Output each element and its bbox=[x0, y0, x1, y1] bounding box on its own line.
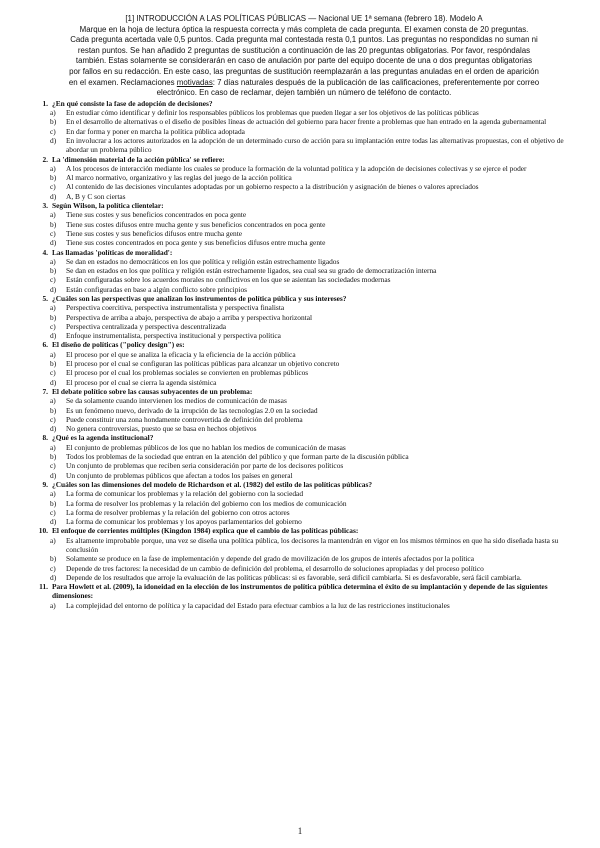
option-letter: a) bbox=[50, 489, 56, 499]
option-letter: d) bbox=[50, 572, 57, 582]
option-text: Un conjunto de problemas que reciben seria consideración por parte de los decisores políticos bbox=[66, 461, 344, 471]
option-letter: a) bbox=[50, 256, 56, 266]
header-title-line: [1] INTRODUCCIÓN A LAS POLÍTICAS PÚBLICAS — Nacional UE 1ª semana (febrero 18). Modelo A bbox=[125, 14, 483, 23]
option-letter: c) bbox=[50, 563, 56, 573]
header-instructions-line: por fallos en su redacción. En este caso, las preguntas de sustitución reemplazarán a las preguntas anuladas en el orden de aparición bbox=[69, 66, 539, 76]
question-number: 7. bbox=[42, 386, 48, 396]
question-number: 4. bbox=[42, 247, 48, 257]
answer-option bbox=[50, 266, 578, 275]
question-block bbox=[30, 248, 578, 294]
question-stem bbox=[30, 433, 578, 442]
option-text: A, B y C son ciertas bbox=[66, 191, 126, 201]
answer-option bbox=[50, 471, 578, 480]
answer-option bbox=[50, 368, 578, 377]
option-letter: a) bbox=[50, 442, 56, 452]
answer-option bbox=[50, 424, 578, 433]
option-letter: c) bbox=[50, 182, 56, 192]
option-letter: b) bbox=[50, 173, 57, 183]
option-letter: a) bbox=[50, 535, 56, 545]
question-stem bbox=[30, 248, 578, 257]
option-text: Perspectiva centralizada y perspectiva descentralizada bbox=[66, 321, 227, 331]
answer-option bbox=[50, 452, 578, 461]
question-stem bbox=[30, 340, 578, 349]
option-text: Están configuradas en base a algún conflicto sobre principios bbox=[66, 284, 248, 294]
option-letter: a) bbox=[50, 303, 56, 313]
header-instructions-line: en el examen. Reclamaciones motivadas: 7 días naturales después de la publicación de las calificaciones, preferentemente por correo bbox=[68, 77, 540, 87]
option-text: Se dan en estados en los que política y religión están estrechamente ligados, sea cual sea su grado de democratización interna bbox=[66, 266, 437, 276]
option-letter: d) bbox=[50, 191, 57, 201]
option-text: El conjunto de problemas públicos de los que no hablan los medios de comunicación de masas bbox=[66, 442, 346, 452]
question-text: El debate político sobre las causas subyacentes de un problema: bbox=[52, 386, 253, 396]
option-letter: b) bbox=[50, 498, 57, 508]
question-block bbox=[30, 99, 578, 155]
question-block bbox=[30, 433, 578, 479]
answer-option bbox=[50, 192, 578, 201]
answer-option bbox=[50, 173, 578, 182]
option-text: En involucrar a los actores autorizados en la adopción de un determinado curso de acción para su implantación entre todas las alternativas propuestas, con el objetivo de abordar un problema público bbox=[66, 135, 564, 155]
option-letter: a) bbox=[50, 349, 56, 359]
option-text: En dar forma y poner en marcha la política pública adoptada bbox=[66, 126, 245, 136]
option-text: Tiene sus costes difusos entre mucha gente y sus beneficios concentrados en poca gente bbox=[66, 219, 326, 229]
option-letter: d) bbox=[50, 284, 57, 294]
question-list bbox=[30, 99, 578, 610]
question-text: El enfoque de corrientes múltiples (Kingdon 1984) explica que el cambio de las políticas públicas: bbox=[52, 526, 359, 536]
answer-option bbox=[50, 396, 578, 405]
option-text: El proceso por el cual se configuran las políticas públicas para alcanzar un objetivo concreto bbox=[66, 359, 340, 369]
option-text: El proceso por el cual los problemas sociales se convierten en problemas públicos bbox=[66, 368, 309, 378]
option-letter: a) bbox=[50, 163, 56, 173]
question-stem bbox=[30, 201, 578, 210]
answer-option bbox=[50, 136, 578, 155]
option-text: En estudiar cómo identificar y definir los responsables públicos los problemas que pueden llegar a ser los objetivos de las políticas públicas bbox=[66, 108, 479, 118]
question-stem bbox=[30, 294, 578, 303]
question-text: La 'dimensión material de la acción pública' se refiere: bbox=[52, 154, 225, 164]
question-stem bbox=[30, 155, 578, 164]
question-text: El diseño de políticas ("policy design") es: bbox=[52, 340, 185, 350]
answer-option bbox=[50, 285, 578, 294]
option-letter: d) bbox=[50, 517, 57, 527]
answer-option bbox=[50, 415, 578, 424]
question-text: ¿Cuáles son las dimensiones del modelo de Richardson et al. (1982) del estilo de las políticas públicas? bbox=[52, 479, 373, 489]
answer-option bbox=[50, 536, 578, 555]
option-text: Solamente se produce en la fase de implementación y depende del grado de movilización de los grupos de interés afectados por la política bbox=[66, 554, 474, 564]
option-letter: d) bbox=[50, 424, 57, 434]
question-block bbox=[30, 526, 578, 582]
option-text: La forma de resolver los problemas y la relación del gobierno con los medios de comunicación bbox=[66, 498, 347, 508]
question-number: 6. bbox=[42, 340, 48, 350]
header-instructions-line: Cada pregunta acertada vale 0,5 puntos. Cada pregunta mal contestada resta 0,1 puntos. Las preguntas no respondidas no suman ni bbox=[70, 35, 538, 45]
option-text: Tiene sus costes concentrados en poca gente y sus beneficios difusos entre mucha gente bbox=[66, 238, 326, 248]
question-stem bbox=[30, 99, 578, 108]
question-text: ¿En qué consiste la fase de adopción de decisiones? bbox=[52, 98, 213, 108]
answer-option bbox=[50, 508, 578, 517]
option-letter: d) bbox=[50, 135, 57, 145]
option-text: Tiene sus costes y sus beneficios difusos entre mucha gente bbox=[66, 228, 243, 238]
answer-option bbox=[50, 220, 578, 229]
option-text: No genera controversias, puesto que se basa en hechos objetivos bbox=[66, 424, 257, 434]
answer-option bbox=[50, 499, 578, 508]
answer-option bbox=[50, 331, 578, 340]
option-letter: b) bbox=[50, 312, 57, 322]
question-number: 1. bbox=[42, 98, 48, 108]
question-number: 9. bbox=[42, 479, 48, 489]
option-text: En el desarrollo de alternativas o el diseño de posibles líneas de actuación del gobierno para hacer frente a problemas que han entrado en la agenda gubernamental bbox=[66, 117, 547, 127]
option-text: Todos los problemas de la sociedad que entran en la atención del público y que forman parte de la discusión pública bbox=[66, 452, 409, 462]
option-text: Depende de tres factores: la necesidad de un cambio de definición del problema, el desarrollo de soluciones apropiadas y del proceso político bbox=[66, 563, 484, 573]
question-block bbox=[30, 340, 578, 386]
question-block bbox=[30, 387, 578, 433]
option-letter: d) bbox=[50, 377, 57, 387]
answer-option bbox=[50, 517, 578, 526]
option-text: Es un fenómeno nuevo, derivado de la irrupción de las tecnologías 2.0 en la sociedad bbox=[66, 405, 318, 415]
question-text: Las llamadas 'políticas de moralidad': bbox=[52, 247, 173, 257]
option-text: Al marco normativo, organizativo y las reglas del juego de la acción política bbox=[66, 173, 292, 183]
question-stem bbox=[30, 480, 578, 489]
answer-option bbox=[50, 117, 578, 126]
answer-option bbox=[50, 322, 578, 331]
question-text: Para Howlett et al. (2009), la idoneidad en la elección de los instrumentos de política pública determina el éxito de su implantación y depende de las siguientes dimensiones: bbox=[52, 582, 548, 601]
option-letter: b) bbox=[50, 266, 57, 276]
question-number: 2. bbox=[42, 154, 48, 164]
answer-option bbox=[50, 359, 578, 368]
page-number: 1 bbox=[297, 826, 303, 836]
option-letter: d) bbox=[50, 238, 57, 248]
underlined-word: motivadas bbox=[176, 77, 213, 87]
option-text: Depende de los resultados que arroje la evaluación de las políticas públicas: si es favorable, será difícil cambiarla. Si es desfavorable, será fácil cambiarla. bbox=[66, 572, 522, 582]
answer-option bbox=[50, 238, 578, 247]
option-text: Al contenido de las decisiones vinculantes adoptadas por un gobierno respecto a la distribución y asignación de bienes o valores apreciados bbox=[66, 182, 479, 192]
option-text: La complejidad del entorno de política y la capacidad del Estado para efectuar cambios a la luz de las restricciones institucionales bbox=[66, 600, 450, 610]
header-instructions-line: electrónico. En caso de reclamar, dejen también un número de teléfono de contacto. bbox=[156, 88, 452, 98]
option-text: La forma de comunicar los problemas y los apoyos parlamentarios del gobierno bbox=[66, 517, 302, 527]
option-text: Se dan en estados no democráticos en los que política y religión están estrechamente ligados bbox=[66, 256, 340, 266]
option-text: El proceso por el cual se cierra la agenda sistémica bbox=[66, 377, 217, 387]
question-number: 11. bbox=[39, 582, 48, 592]
answer-option bbox=[50, 275, 578, 284]
question-number: 3. bbox=[42, 201, 48, 211]
question-text: ¿Qué es la agenda institucional? bbox=[52, 433, 154, 443]
answer-option bbox=[50, 257, 578, 266]
answer-option bbox=[50, 378, 578, 387]
option-letter: c) bbox=[50, 461, 56, 471]
exam-header bbox=[30, 14, 578, 99]
option-letter: a) bbox=[50, 108, 56, 118]
answer-option bbox=[50, 461, 578, 470]
option-letter: d) bbox=[50, 331, 57, 341]
answer-option bbox=[50, 554, 578, 563]
option-letter: b) bbox=[50, 219, 57, 229]
answer-option bbox=[50, 229, 578, 238]
header-instructions-line: también. Estas solamente se considerarán en caso de anulación por parte del equipo docente de una o dos preguntas obligatorias bbox=[75, 56, 533, 66]
option-text: Es altamente improbable porque, una vez se diseña una política pública, los decisores la mantendrán en vigor en los mismos términos en que ha sido diseñada hasta su conclusión bbox=[66, 535, 559, 554]
option-text: Puede constituir una zona hondamente controvertida de definición del problema bbox=[66, 414, 303, 424]
option-letter: b) bbox=[50, 117, 57, 127]
answer-option bbox=[50, 443, 578, 452]
option-letter: c) bbox=[50, 126, 56, 136]
question-block bbox=[30, 155, 578, 201]
option-text: A los procesos de interacción mediante los cuales se produce la formación de la voluntad política y la adopción de decisiones colectivas y se ejerce el poder bbox=[66, 163, 527, 173]
answer-option bbox=[50, 489, 578, 498]
answer-option bbox=[50, 164, 578, 173]
question-stem bbox=[30, 387, 578, 396]
option-letter: b) bbox=[50, 405, 57, 415]
question-text: Según Wilson, la política clientelar: bbox=[52, 201, 164, 211]
answer-option bbox=[50, 573, 578, 582]
question-number: 5. bbox=[42, 293, 48, 303]
option-letter: a) bbox=[50, 210, 56, 220]
option-text: La forma de comunicar los problemas y la relación del gobierno con la sociedad bbox=[66, 489, 304, 499]
option-text: Perspectiva de arriba a abajo, perspectiva de abajo a arriba y perspectiva horizontal bbox=[66, 312, 313, 322]
answer-option bbox=[50, 564, 578, 573]
option-letter: c) bbox=[50, 275, 56, 285]
option-letter: b) bbox=[50, 554, 57, 564]
option-text: Tiene sus costes y sus beneficios concentrados en poca gente bbox=[66, 210, 247, 220]
option-text: La forma de resolver problemas y la relación del gobierno con otros actores bbox=[66, 507, 290, 517]
question-number: 10. bbox=[38, 526, 48, 536]
option-letter: c) bbox=[50, 414, 56, 424]
answer-option bbox=[50, 210, 578, 219]
option-letter: a) bbox=[50, 600, 56, 610]
option-letter: c) bbox=[50, 368, 56, 378]
header-instructions-line: Marque en la hoja de lectura óptica la respuesta correcta y más completa de cada pregunta. El examen consta de 20 preguntas. bbox=[79, 24, 529, 34]
header-instructions-line: restan puntos. Se han añadido 2 preguntas de sustitución a continuación de las 20 preguntas obligatorias. Por favor, respóndalas bbox=[77, 45, 531, 55]
question-block bbox=[30, 201, 578, 247]
option-text: Se da solamente cuando intervienen los medios de comunicación de masas bbox=[66, 396, 287, 406]
option-letter: b) bbox=[50, 359, 57, 369]
question-block bbox=[30, 480, 578, 526]
question-stem bbox=[30, 526, 578, 535]
question-block bbox=[30, 294, 578, 340]
answer-option bbox=[50, 182, 578, 191]
option-text: Están configuradas sobre los acuerdos morales no conflictivos en los que se asientan las sociedades modernas bbox=[66, 275, 391, 285]
question-number: 8. bbox=[42, 433, 48, 443]
answer-option bbox=[50, 313, 578, 322]
option-letter: d) bbox=[50, 470, 57, 480]
question-block bbox=[30, 582, 578, 610]
answer-option bbox=[50, 127, 578, 136]
question-text: ¿Cuáles son las perspectivas que analizan los instrumentos de política pública y sus intereses? bbox=[52, 293, 347, 303]
option-letter: c) bbox=[50, 507, 56, 517]
answer-option bbox=[50, 108, 578, 117]
option-text: Perspectiva coercitiva, perspectiva instrumentalista y perspectiva finalista bbox=[66, 303, 285, 313]
option-text: El proceso por el que se analiza la eficacia y la eficiencia de la acción pública bbox=[66, 349, 296, 359]
answer-option bbox=[50, 601, 578, 610]
exam-page bbox=[30, 14, 578, 610]
question-stem bbox=[30, 582, 578, 601]
option-letter: b) bbox=[50, 452, 57, 462]
option-letter: a) bbox=[50, 396, 56, 406]
answer-option bbox=[50, 350, 578, 359]
option-letter: c) bbox=[50, 321, 56, 331]
option-text: Un conjunto de problemas públicos que afectan a todos los países en general bbox=[66, 470, 293, 480]
option-text: Enfoque instrumentalista, perspectiva institucional y perspectiva política bbox=[66, 331, 281, 341]
option-letter: c) bbox=[50, 228, 56, 238]
answer-option bbox=[50, 406, 578, 415]
answer-option bbox=[50, 303, 578, 312]
